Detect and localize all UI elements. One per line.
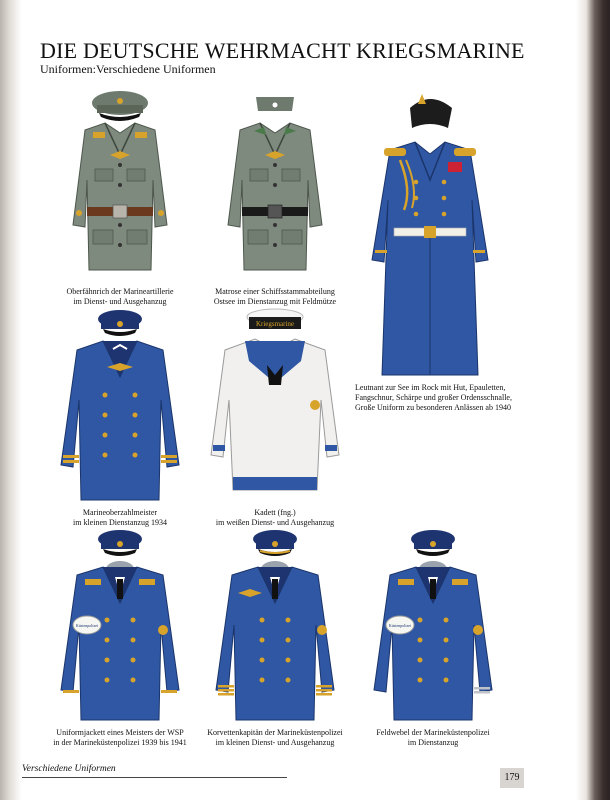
- caption-figure-7: Korvettenkapitän der Marineküstenpolizei im kleinen Dienst- und Ausgehanzug: [207, 728, 343, 747]
- page-gutter-shadow: [0, 0, 22, 800]
- uniform-figure-3: [360, 90, 500, 380]
- caption-figure-4: Marineoberzahlmeister im kleinen Dienstanzug 1934: [73, 508, 167, 527]
- footer-section-label: Verschiedene Uniformen: [22, 764, 116, 774]
- page-edge: [576, 0, 610, 800]
- uniform-figure-2: [210, 85, 340, 285]
- caption-figure-2: Matrose einer Schiffsstammabteilung Ostsee im Dienstanzug mit Feldmütze: [213, 287, 337, 306]
- page-subtitle: Uniformen:Verschiedene Uniformen: [40, 62, 216, 76]
- footer-rule: [22, 777, 287, 778]
- caption-figure-8: Feldwebel der Marineküstenpolizei im Dienstanzug: [376, 728, 490, 747]
- uniform-figure-1: [55, 85, 185, 285]
- badge-text: Küstenpolizei: [388, 623, 412, 628]
- uniform-figure-8: [368, 525, 498, 725]
- caption-figure-1: Oberfähnrich der Marineartillerie im Dienst- und Ausgehanzug: [66, 287, 174, 306]
- caption-figure-3: Leutnant zur See im Rock mit Hut, Epauletten, Fangschnur, Schärpe und großer Ordensschnalle, Große Uniform zu besonderen Anlässen ab 1940: [355, 383, 512, 412]
- tunic: [228, 123, 322, 270]
- cap-band-text: Kriegsmarine: [255, 320, 295, 328]
- tunic: [73, 123, 167, 270]
- uniform-figure-5: [205, 305, 345, 505]
- badge-text: Küstenpolizei: [75, 623, 99, 628]
- uniform-figure-7: [210, 525, 340, 725]
- caption-figure-6: Uniformjackett eines Meisters der WSP in der Marineküstenpolizei 1939 bis 1941: [53, 728, 187, 747]
- page-number: 179: [500, 768, 524, 788]
- uniform-figure-4: [55, 305, 185, 505]
- page-title: DIE DEUTSCHE WEHRMACHT KRIEGSMARINE: [40, 38, 525, 63]
- caption-figure-5: Kadett (fng.) im weißen Dienst- und Ausgehanzug: [215, 508, 335, 527]
- bicorne-hat: [410, 99, 452, 128]
- uniform-figure-6: [55, 525, 185, 725]
